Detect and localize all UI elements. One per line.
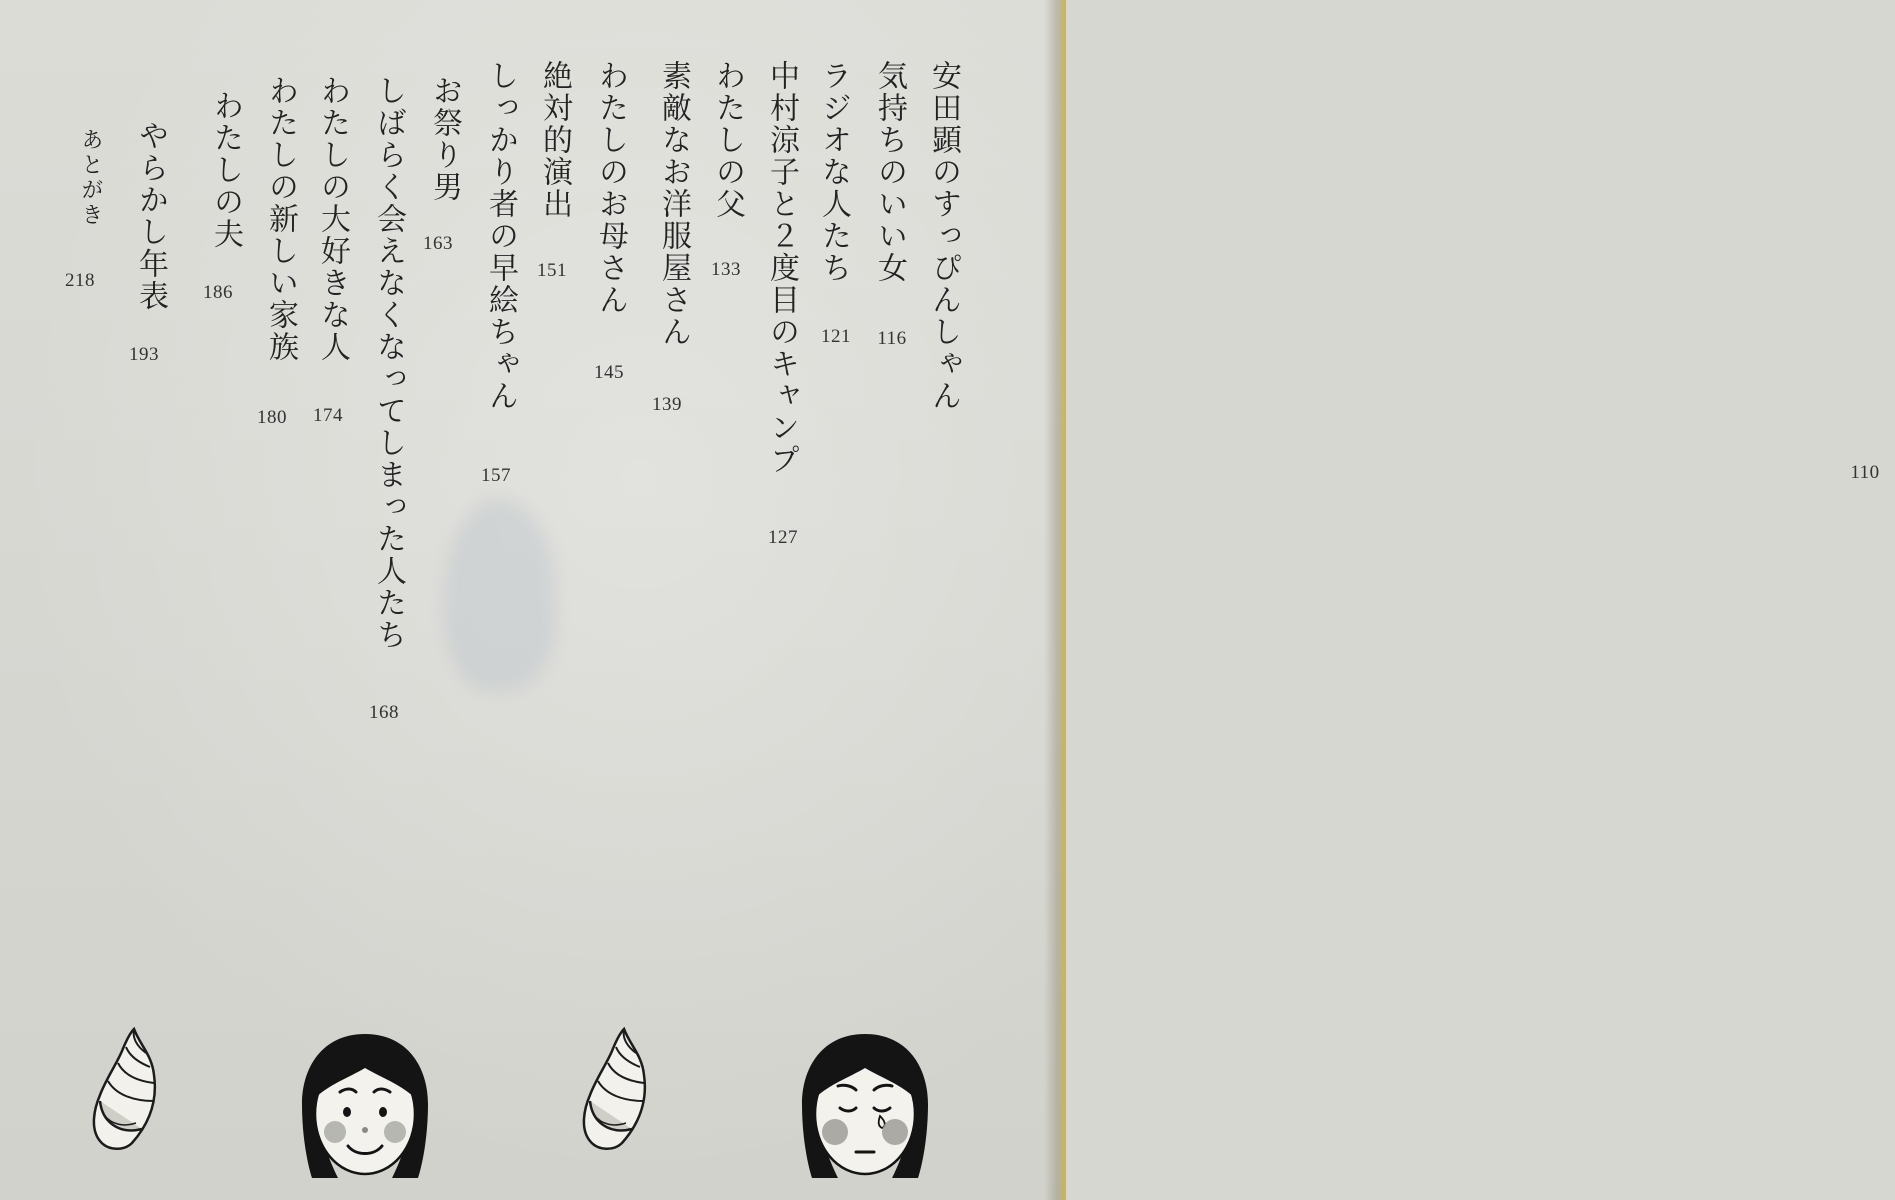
- toc-entry-title: ラジオな人たち: [816, 60, 851, 284]
- toc-entry-page: 145: [594, 362, 624, 383]
- tearful-woman-illustration: [790, 1028, 940, 1178]
- toc-entry-title: お祭り男: [427, 75, 462, 203]
- toc-entry[interactable]: [306, 0, 358, 760]
- toc-entry[interactable]: [528, 0, 580, 760]
- toc-entry[interactable]: [701, 0, 753, 760]
- toc-entry-page: 127: [768, 527, 798, 548]
- toc-entry-title: わたしの新しい家族: [263, 75, 298, 363]
- toc-entry-title: しっかり者の早絵ちゃん: [483, 60, 518, 412]
- toc-entry-title: あとがき: [78, 128, 103, 228]
- toc-entry-page: 133: [711, 259, 741, 280]
- toc-entry-page: 168: [369, 702, 399, 723]
- toc-entry-title: 絶対的演出: [537, 60, 572, 220]
- toc-entry-title: わたしのお母さん: [593, 60, 628, 316]
- toc-entry[interactable]: [807, 0, 859, 760]
- toc-entry-title: やらかし年表: [133, 120, 168, 312]
- toc-entry-title: 気持ちのいい女: [872, 60, 907, 284]
- toc-entry-title: 安田顕のすっぴんしゃん: [926, 60, 961, 412]
- toc-entry[interactable]: [863, 0, 915, 760]
- toc-entry-title: 中村涼子と２度目のキャンプ: [764, 60, 799, 476]
- seashell-illustration-2: [572, 1025, 662, 1155]
- toc-entry[interactable]: [254, 0, 306, 760]
- toc-entry[interactable]: [917, 0, 1880, 760]
- toc-entry-page: 121: [821, 326, 851, 347]
- toc-entry-page: 180: [257, 407, 287, 428]
- toc-entry-page: 157: [481, 465, 511, 486]
- toc-entry-title: わたしの大好きな人: [315, 75, 350, 363]
- toc-entry[interactable]: [418, 0, 470, 760]
- seashell-illustration: [82, 1025, 172, 1155]
- toc-entry[interactable]: [474, 0, 526, 760]
- toc-entry-page: 139: [652, 394, 682, 415]
- toc-entry-page: 110: [1850, 462, 1880, 483]
- page-gutter: [1044, 0, 1066, 1200]
- toc-entry[interactable]: [362, 0, 414, 760]
- toc-entry[interactable]: [199, 0, 251, 760]
- toc-entry-title: 素敵なお洋服屋さん: [656, 60, 691, 348]
- toc-entry-page: 186: [203, 282, 233, 303]
- toc-entry-page: 218: [65, 270, 95, 291]
- toc-entry[interactable]: [64, 0, 116, 760]
- toc-entry-page: 116: [877, 328, 907, 349]
- toc-entry-title: わたしの夫: [208, 90, 243, 250]
- toc-entry-page: 193: [129, 344, 159, 365]
- toc-entry-title: わたしの父: [710, 60, 745, 220]
- smiling-woman-illustration: [290, 1028, 440, 1178]
- toc-entry-page: 163: [423, 233, 453, 254]
- toc-entry[interactable]: [755, 0, 807, 760]
- toc-entry[interactable]: [124, 0, 176, 760]
- toc-entry-page: 151: [537, 260, 567, 281]
- toc-entry[interactable]: [647, 0, 699, 760]
- toc-entry-page: 174: [313, 405, 343, 426]
- toc-entry-title: しばらく会えなくなってしまった人たち: [371, 75, 406, 651]
